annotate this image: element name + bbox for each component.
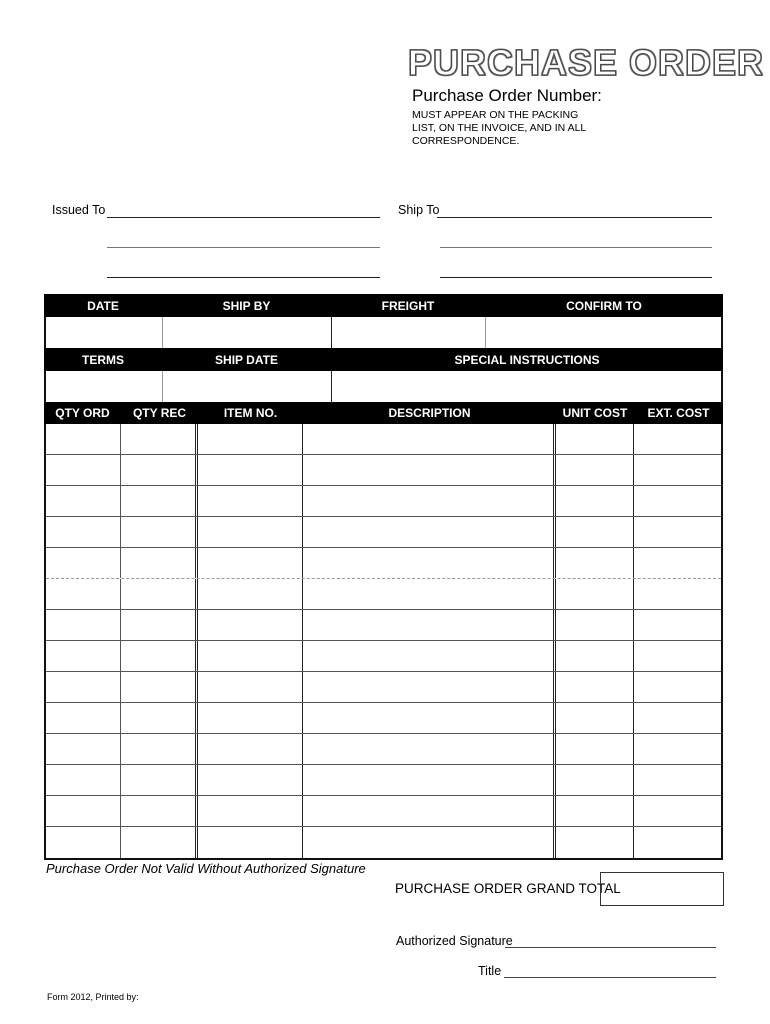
item-cell[interactable] [198,734,303,764]
ship-to-line-2[interactable] [440,233,712,248]
item-cell[interactable] [121,734,198,764]
item-row [46,455,721,486]
item-cell[interactable] [303,455,556,485]
form-version-note: Form 2012, Printed by: [47,992,139,1002]
item-cell[interactable] [46,579,121,609]
date-header: DATE [87,298,119,313]
item-cell[interactable] [198,641,303,671]
item-cell[interactable] [556,610,634,640]
item-cell[interactable] [556,486,634,516]
confirm-to-field[interactable] [486,317,721,348]
ship-to-label: Ship To [398,203,440,217]
item-cell[interactable] [556,548,634,578]
special-instructions-header: SPECIAL INSTRUCTIONS [454,352,600,367]
validity-note: Purchase Order Not Valid Without Authorized Signature [46,861,366,876]
qty-rec-header: QTY REC [132,406,187,420]
item-cell[interactable] [634,641,721,671]
item-cell[interactable] [303,486,556,516]
item-row [46,765,721,796]
special-instructions-field[interactable] [332,371,721,402]
item-cell[interactable] [198,517,303,547]
item-cell[interactable] [556,827,634,858]
line-items-header-row [44,402,723,424]
ship-to-line-3[interactable] [440,263,712,278]
freight-field[interactable] [332,317,486,348]
signer-title-line[interactable] [504,963,716,978]
item-cell[interactable] [634,548,721,578]
item-row [46,424,721,455]
ship-by-field[interactable] [163,317,332,348]
item-row [46,703,721,734]
grand-total-field[interactable] [600,872,724,906]
item-row [46,517,721,548]
confirm-to-header: CONFIRM TO [566,298,642,313]
item-no-header: ITEM NO. [223,406,278,420]
item-row [46,734,721,765]
items-table-body [44,424,723,860]
item-cell[interactable] [303,548,556,578]
item-cell[interactable] [556,672,634,702]
item-cell[interactable] [198,424,303,454]
item-cell[interactable] [46,455,121,485]
ship-date-field[interactable] [163,371,332,402]
item-cell[interactable] [556,734,634,764]
item-cell[interactable] [556,796,634,826]
item-cell[interactable] [303,672,556,702]
unit-cost-header: UNIT COST [562,406,628,420]
item-cell[interactable] [303,579,556,609]
item-cell[interactable] [46,517,121,547]
item-cell[interactable] [634,765,721,795]
item-cell[interactable] [198,486,303,516]
item-cell[interactable] [303,765,556,795]
description-header: DESCRIPTION [388,406,471,420]
item-cell[interactable] [121,610,198,640]
item-row [46,827,721,858]
item-cell[interactable] [121,517,198,547]
item-cell[interactable] [46,796,121,826]
item-cell[interactable] [198,765,303,795]
item-cell[interactable] [121,827,198,858]
item-cell[interactable] [121,548,198,578]
ext-cost-header: EXT. COST [647,406,710,420]
freight-header: FREIGHT [381,298,435,313]
item-cell[interactable] [46,827,121,858]
item-cell[interactable] [634,579,721,609]
item-cell[interactable] [198,610,303,640]
item-cell[interactable] [303,827,556,858]
item-cell[interactable] [121,455,198,485]
issued-to-label: Issued To [52,203,106,217]
item-cell[interactable] [198,548,303,578]
item-cell[interactable] [121,703,198,733]
item-cell[interactable] [46,424,121,454]
item-cell[interactable] [121,796,198,826]
item-row [46,641,721,672]
date-field[interactable] [46,317,163,348]
item-cell[interactable] [198,455,303,485]
qty-ord-header: QTY ORD [55,406,110,420]
signer-title-label: Title [478,964,502,978]
item-cell[interactable] [46,486,121,516]
item-row [46,548,721,579]
item-cell[interactable] [198,703,303,733]
item-row [46,579,721,610]
item-cell[interactable] [303,641,556,671]
order-info-table [44,294,723,402]
po-note-line: CORRESPONDENCE. [412,135,520,147]
po-number-note [412,109,586,148]
item-row [46,610,721,641]
item-cell[interactable] [556,641,634,671]
po-note-line: LIST, ON THE INVOICE, AND IN ALL [412,122,587,134]
ship-date-header: SHIP DATE [215,352,278,367]
item-cell[interactable] [303,424,556,454]
line-items-table [44,402,723,860]
item-cell[interactable] [556,424,634,454]
item-row [46,672,721,703]
item-cell[interactable] [121,641,198,671]
issued-to-line-1[interactable] [107,203,380,218]
item-cell[interactable] [634,796,721,826]
authorized-signature-line[interactable] [505,933,716,948]
item-cell[interactable] [556,517,634,547]
issued-to-line-2[interactable] [107,233,380,248]
item-cell[interactable] [121,672,198,702]
item-cell[interactable] [198,579,303,609]
ship-by-header: SHIP BY [222,298,271,313]
item-cell[interactable] [198,796,303,826]
item-cell[interactable] [46,765,121,795]
item-cell[interactable] [121,765,198,795]
issued-to-line-3[interactable] [107,263,380,278]
item-cell[interactable] [46,548,121,578]
item-cell[interactable] [556,765,634,795]
item-cell[interactable] [634,455,721,485]
item-cell[interactable] [634,672,721,702]
item-cell[interactable] [303,703,556,733]
item-cell[interactable] [303,796,556,826]
item-cell[interactable] [634,703,721,733]
terms-header: TERMS [82,352,124,367]
item-row [46,796,721,827]
order-info-value-row-1 [44,317,723,348]
item-cell[interactable] [121,486,198,516]
ship-to-line-1[interactable] [437,203,712,218]
item-cell[interactable] [303,610,556,640]
item-cell[interactable] [556,703,634,733]
order-info-header-row-2 [44,348,723,371]
item-cell[interactable] [634,734,721,764]
authorized-signature-label: Authorized Signature [396,934,513,948]
item-cell[interactable] [46,610,121,640]
item-cell[interactable] [634,486,721,516]
po-note-line: MUST APPEAR ON THE PACKING [412,109,579,121]
order-info-header-row-1 [44,294,723,317]
item-cell[interactable] [46,734,121,764]
po-number-label: Purchase Order Number: [412,86,602,105]
terms-field[interactable] [46,371,163,402]
item-cell[interactable] [121,579,198,609]
item-cell[interactable] [634,424,721,454]
grand-total-label: PURCHASE ORDER GRAND TOTAL [395,881,621,896]
item-cell[interactable] [634,517,721,547]
item-cell[interactable] [46,641,121,671]
item-cell[interactable] [121,424,198,454]
item-cell[interactable] [303,517,556,547]
item-row [46,486,721,517]
item-cell[interactable] [634,827,721,858]
item-cell[interactable] [556,579,634,609]
order-info-value-row-2 [44,371,723,402]
item-cell[interactable] [303,734,556,764]
item-cell[interactable] [46,672,121,702]
form-title: PURCHASE ORDER [408,42,765,83]
item-cell[interactable] [46,703,121,733]
item-cell[interactable] [198,672,303,702]
item-cell[interactable] [556,455,634,485]
item-cell[interactable] [634,610,721,640]
item-cell[interactable] [198,827,303,858]
